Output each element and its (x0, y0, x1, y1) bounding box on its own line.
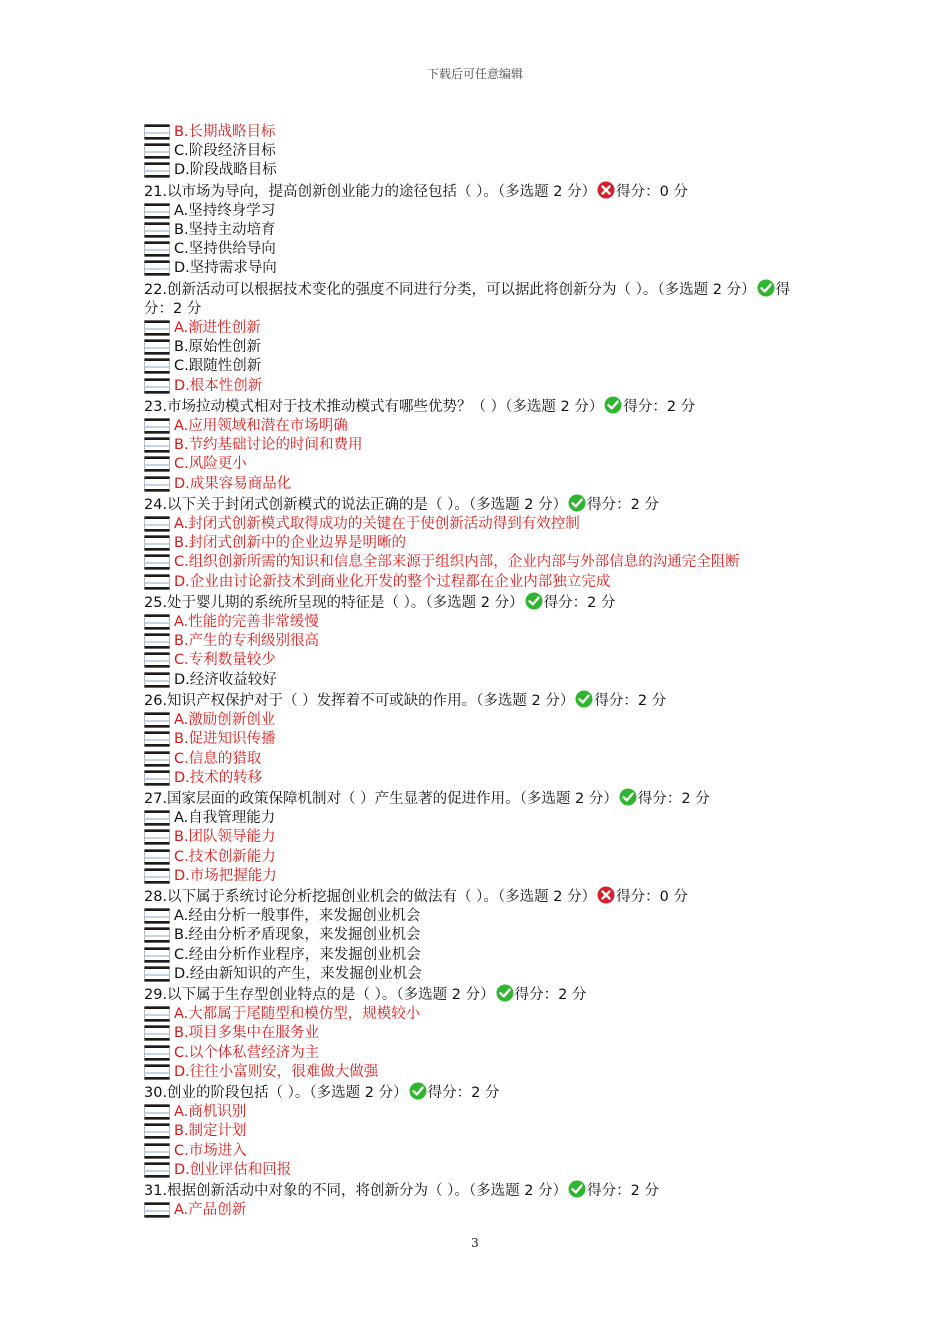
answer-option[interactable] (144, 259, 812, 278)
answer-option[interactable] (144, 1103, 812, 1122)
correct-check-icon (568, 1180, 586, 1198)
correct-check-icon (525, 592, 543, 610)
answer-option[interactable] (144, 965, 812, 984)
answer-option[interactable] (144, 1024, 812, 1043)
answer-option[interactable] (144, 1201, 812, 1220)
answer-checkbox-icon[interactable] (144, 574, 170, 590)
answer-option[interactable] (144, 436, 812, 455)
answer-checkbox-icon[interactable] (144, 1025, 170, 1041)
answer-option[interactable] (144, 613, 812, 632)
option-text: C.风险更小 (174, 456, 247, 473)
option-text: B.坚持主动培育 (174, 222, 276, 239)
option-text: D.经由新知识的产生，来发掘创业机会 (174, 965, 422, 982)
answer-option[interactable] (144, 357, 812, 376)
option-text: A.产品创新 (174, 1202, 247, 1219)
answer-checkbox-icon[interactable] (144, 203, 170, 219)
answer-option[interactable] (144, 946, 812, 965)
option-text: C.技术创新能力 (174, 848, 276, 865)
answer-option[interactable] (144, 515, 812, 534)
option-text: A.大都属于尾随型和模仿型，规模较小 (174, 1006, 421, 1023)
answer-checkbox-icon[interactable] (144, 1064, 170, 1080)
question-text: 23.市场拉动模式相对于技术推动模式有哪些优势？（ ）（多选题 2 分） (144, 398, 604, 415)
option-text: B.项目多集中在服务业 (174, 1025, 320, 1042)
answer-checkbox-icon[interactable] (144, 868, 170, 884)
option-text: A.应用领域和潜在市场明确 (174, 418, 348, 435)
question-text: 25.处于婴儿期的系统所呈现的特征是（ ）。（多选题 2 分） (144, 594, 524, 611)
option-text: D.企业由讨论新技术到商业化开发的整个过程都在企业内部独立完成 (174, 573, 611, 590)
option-text: A.渐进性创新 (174, 320, 261, 337)
answer-option[interactable] (144, 553, 812, 572)
option-text: C.信息的猎取 (174, 750, 262, 767)
answer-option[interactable] (144, 1005, 812, 1024)
wrong-x-icon (597, 886, 615, 904)
answer-option[interactable] (144, 534, 812, 553)
answer-option[interactable] (144, 1044, 812, 1063)
correct-check-icon (575, 690, 593, 708)
answer-option[interactable] (144, 1161, 812, 1180)
option-text: A.性能的完善非常缓慢 (174, 614, 319, 631)
answer-option[interactable] (144, 750, 812, 769)
option-text: B.长期战略目标 (174, 124, 276, 140)
option-text: D.经济收益较好 (174, 671, 277, 688)
answer-option[interactable] (144, 651, 812, 670)
answer-checkbox-icon[interactable] (144, 751, 170, 767)
option-text: B.节约基础讨论的时间和费用 (174, 437, 363, 454)
answer-option[interactable] (144, 828, 812, 847)
answer-option[interactable] (144, 221, 812, 240)
answer-checkbox-icon[interactable] (144, 633, 170, 649)
option-text: A.封闭式创新模式取得成功的关键在于使创新活动得到有效控制 (174, 516, 580, 533)
answer-checkbox-icon[interactable] (144, 849, 170, 865)
answer-checkbox-icon[interactable] (144, 476, 170, 492)
option-text: D.阶段战略目标 (174, 162, 277, 179)
answer-checkbox-icon[interactable] (144, 437, 170, 453)
question-score: 得分：0 分 (616, 183, 688, 200)
answer-option[interactable] (144, 338, 812, 357)
answer-option[interactable] (144, 632, 812, 651)
answer-checkbox-icon[interactable] (144, 712, 170, 728)
answer-checkbox-icon[interactable] (144, 222, 170, 238)
option-text: C.专利数量较少 (174, 652, 276, 669)
answer-checkbox-icon[interactable] (144, 947, 170, 963)
answer-checkbox-icon[interactable] (144, 320, 170, 336)
answer-checkbox-icon[interactable] (144, 1123, 170, 1139)
option-text: A.激励创新创业 (174, 712, 276, 729)
option-text: B.封闭式创新中的企业边界是明晰的 (174, 535, 407, 552)
answer-checkbox-icon[interactable] (144, 672, 170, 688)
answer-option[interactable] (144, 907, 812, 926)
answer-option[interactable] (144, 573, 812, 592)
option-text: D.根本性创新 (174, 377, 263, 394)
answer-option[interactable] (144, 671, 812, 690)
option-text: B.促进知识传播 (174, 731, 276, 748)
question-score: 得分：2 分 (587, 496, 659, 513)
answer-option[interactable] (144, 142, 812, 161)
question-score: 得分：2 分 (427, 1084, 500, 1101)
correct-check-icon (619, 788, 637, 806)
correct-check-icon (409, 1082, 427, 1100)
answer-checkbox-icon[interactable] (144, 1202, 170, 1218)
option-text: B.产生的专利级别很高 (174, 633, 320, 650)
question-line (144, 1180, 812, 1201)
option-text: C.以个体私营经济为主 (174, 1044, 320, 1061)
correct-check-icon (604, 396, 622, 414)
answer-checkbox-icon[interactable] (144, 908, 170, 924)
question-text: 24.以下关于封闭式创新模式的说法正确的是（ ）。（多选题 2 分） (144, 496, 568, 513)
page-number: 3 (471, 1236, 479, 1250)
wrong-x-icon (597, 181, 615, 199)
question-line (144, 279, 812, 319)
question-text: 27.国家层面的政策保障机制对（ ）产生显著的促进作用。（多选题 2 分） (144, 790, 618, 807)
question-text: 26.知识产权保护对于（ ）发挥着不可或缺的作用。（多选题 2 分） (144, 692, 575, 709)
question-score: 得分：2 分 (623, 398, 696, 415)
option-text: A.经由分析一般事件，来发掘创业机会 (174, 908, 421, 925)
option-text: C.市场进入 (174, 1142, 247, 1159)
option-text: D.成果容易商品化 (174, 475, 292, 492)
answer-checkbox-icon[interactable] (144, 927, 170, 943)
answer-option[interactable] (144, 769, 812, 788)
answer-option[interactable] (144, 319, 812, 338)
question-line (144, 886, 812, 907)
question-line (144, 1082, 812, 1103)
option-text: C.阶段经济目标 (174, 143, 276, 160)
answer-checkbox-icon[interactable] (144, 456, 170, 472)
question-line (144, 690, 812, 711)
answer-option[interactable] (144, 240, 812, 259)
correct-check-icon (496, 984, 514, 1002)
question-score: 得分：2 分 (637, 790, 710, 807)
answer-checkbox-icon[interactable] (144, 1006, 170, 1022)
option-text: C.坚持供给导向 (174, 241, 276, 258)
question-line (144, 592, 812, 613)
answer-option[interactable] (144, 455, 812, 474)
option-text: B.团队领导能力 (174, 829, 276, 846)
option-text: C.组织创新所需的知识和信息全部来源于组织内部，企业内部与外部信息的沟通完全阻断 (174, 554, 740, 571)
answer-option[interactable] (144, 711, 812, 730)
answer-checkbox-icon[interactable] (144, 260, 170, 276)
answer-option[interactable] (144, 161, 812, 180)
option-text: D.技术的转移 (174, 769, 263, 786)
question-text: 28.以下属于系统讨论分析挖掘创业机会的做法有（ ）。（多选题 2 分） (144, 888, 597, 905)
answer-option[interactable] (144, 377, 812, 396)
option-text: A.商机识别 (174, 1104, 247, 1121)
answer-checkbox-icon[interactable] (144, 810, 170, 826)
answer-option[interactable] (144, 123, 812, 142)
answer-option[interactable] (144, 809, 812, 828)
question-text: 21.以市场为导向，提高创新创业能力的途径包括（ ）。（多选题 2 分） (144, 183, 597, 200)
answer-checkbox-icon[interactable] (144, 124, 170, 140)
answer-checkbox-icon[interactable] (144, 339, 170, 355)
answer-checkbox-icon[interactable] (144, 162, 170, 178)
option-text: D.往往小富则安，很难做大做强 (174, 1063, 379, 1080)
question-score: 得分：2 分 (144, 281, 791, 317)
option-text: A.坚持终身学习 (174, 202, 276, 219)
question-line (144, 396, 812, 417)
answer-checkbox-icon[interactable] (144, 1162, 170, 1178)
question-text: 31.根据创新活动中对象的不同，将创新分为（ ）。（多选题 2 分） (144, 1182, 568, 1199)
question-score: 得分：2 分 (543, 594, 616, 611)
answer-checkbox-icon[interactable] (144, 731, 170, 747)
answer-option[interactable] (144, 1063, 812, 1082)
question-score: 得分：2 分 (514, 986, 587, 1003)
answer-option[interactable] (144, 730, 812, 749)
option-text: A.自我管理能力 (174, 810, 276, 827)
question-score: 得分：2 分 (587, 1182, 659, 1199)
answer-checkbox-icon[interactable] (144, 1045, 170, 1061)
answer-checkbox-icon[interactable] (144, 516, 170, 532)
correct-check-icon (568, 494, 586, 512)
question-score: 得分：2 分 (594, 692, 667, 709)
option-text: B.经由分析矛盾现象，来发掘创业机会 (174, 927, 421, 944)
answer-checkbox-icon[interactable] (144, 418, 170, 434)
answer-option[interactable] (144, 417, 812, 436)
answer-checkbox-icon[interactable] (144, 1143, 170, 1159)
question-text: 30.创业的阶段包括（ ）。（多选题 2 分） (144, 1084, 408, 1101)
option-text: C.跟随性创新 (174, 358, 262, 375)
answer-checkbox-icon[interactable] (144, 358, 170, 374)
question-line (144, 788, 812, 809)
answer-option[interactable] (144, 1142, 812, 1161)
answer-option[interactable] (144, 848, 812, 867)
question-score: 得分：0 分 (616, 888, 688, 905)
question-line (144, 984, 812, 1005)
option-text: D.市场把握能力 (174, 867, 277, 884)
correct-check-icon (757, 279, 775, 297)
answer-checkbox-icon[interactable] (144, 535, 170, 551)
answer-checkbox-icon[interactable] (144, 143, 170, 159)
page-header: 下载后可任意编辑 (426, 67, 523, 81)
answer-option[interactable] (144, 202, 812, 221)
answer-checkbox-icon[interactable] (144, 829, 170, 845)
question-line (144, 181, 812, 202)
question-text: 29.以下属于生存型创业特点的是（ ）。（多选题 2 分） (144, 986, 495, 1003)
question-text: 22.创新活动可以根据技术变化的强度不同进行分类，可以据此将创新分为（ ）。（多选题 2 分） (144, 281, 756, 298)
answer-checkbox-icon[interactable] (144, 554, 170, 570)
quiz-content (144, 123, 812, 1220)
answer-option[interactable] (144, 867, 812, 886)
answer-checkbox-icon[interactable] (144, 652, 170, 668)
option-text: D.坚持需求导向 (174, 260, 277, 277)
answer-option[interactable] (144, 1122, 812, 1141)
answer-checkbox-icon[interactable] (144, 241, 170, 257)
option-text: D.创业评估和回报 (174, 1161, 292, 1178)
option-text: B.原始性创新 (174, 339, 262, 356)
answer-option[interactable] (144, 475, 812, 494)
answer-checkbox-icon[interactable] (144, 1104, 170, 1120)
answer-checkbox-icon[interactable] (144, 770, 170, 786)
answer-checkbox-icon[interactable] (144, 966, 170, 982)
answer-checkbox-icon[interactable] (144, 614, 170, 630)
option-text: C.经由分析作业程序，来发掘创业机会 (174, 946, 421, 963)
question-line (144, 494, 812, 515)
answer-option[interactable] (144, 926, 812, 945)
option-text: B.制定计划 (174, 1123, 247, 1140)
answer-checkbox-icon[interactable] (144, 378, 170, 394)
